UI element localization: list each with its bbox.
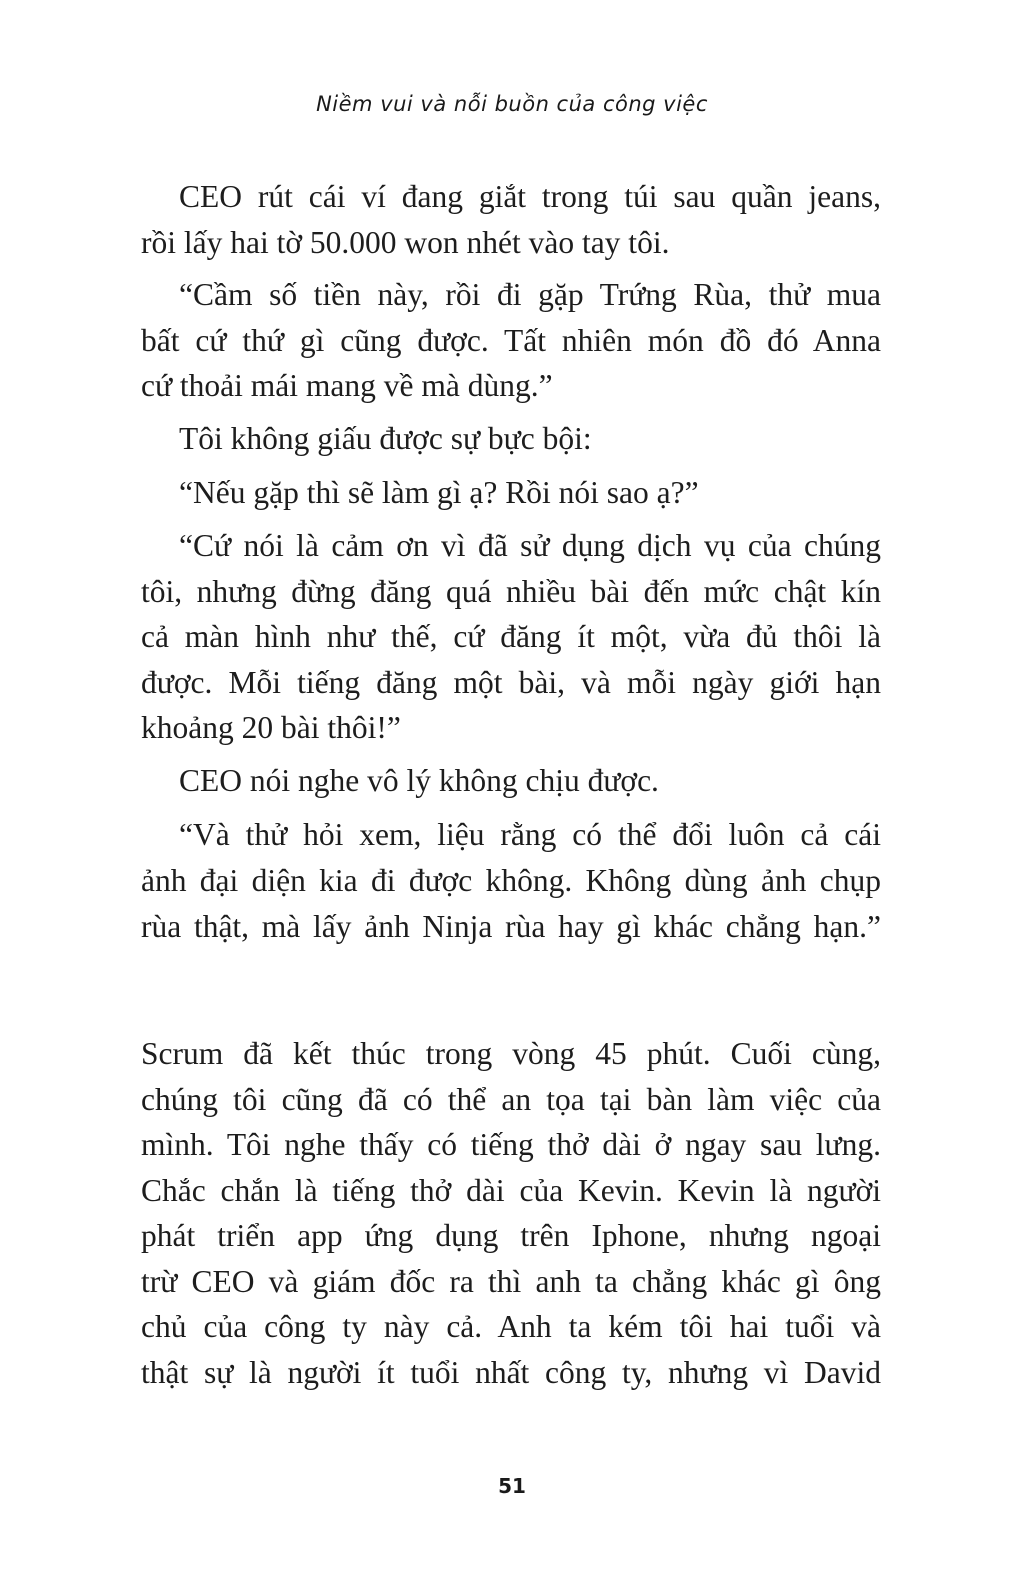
paragraph-line: khoảng 20 bài thôi!”: [141, 710, 401, 745]
paragraph-line: “Và thử hỏi xem, liệu rằng có thể đổi luôn cả cái: [179, 817, 881, 852]
paragraph-line: chủ của công ty này cả. Anh ta kém tôi hai tuổi và: [141, 1309, 881, 1344]
paragraph-line: “Nếu gặp thì sẽ làm gì ạ? Rồi nói sao ạ?”: [179, 475, 699, 510]
paragraph-line: rùa thật, mà lấy ảnh Ninja rùa hay gì khác chẳng hạn.”: [141, 909, 881, 944]
paragraph-line: Chắc chắn là tiếng thở dài của Kevin. Kevin là người: [141, 1173, 881, 1208]
paragraph-line: phát triển app ứng dụng trên Iphone, nhưng ngoại: [141, 1218, 881, 1253]
paragraph-line: được. Mỗi tiếng đăng một bài, và mỗi ngày giới hạn: [141, 665, 881, 700]
paragraph-line: mình. Tôi nghe thấy có tiếng thở dài ở ngay sau lưng.: [141, 1127, 881, 1162]
paragraph-line: tôi, nhưng đừng đăng quá nhiều bài đến mức chật kín: [141, 574, 881, 609]
page-number: 51: [498, 1474, 526, 1498]
paragraph-line: “Cứ nói là cảm ơn vì đã sử dụng dịch vụ của chúng: [179, 528, 881, 563]
paragraph-line: Tôi không giấu được sự bực bội:: [179, 421, 592, 456]
paragraph-line: bất cứ thứ gì cũng được. Tất nhiên món đồ đó Anna: [141, 323, 881, 358]
paragraph-line: rồi lấy hai tờ 50.000 won nhét vào tay tôi.: [141, 225, 670, 260]
paragraph-line: cả màn hình như thế, cứ đăng ít một, vừa đủ thôi là: [141, 619, 881, 654]
paragraph-line: ảnh đại diện kia đi được không. Không dùng ảnh chụp: [141, 863, 881, 898]
paragraph-line: CEO rút cái ví đang giắt trong túi sau quần jeans,: [179, 179, 881, 214]
running-header: Niềm vui và nỗi buồn của công việc: [316, 92, 708, 116]
paragraph-line: Scrum đã kết thúc trong vòng 45 phút. Cuối cùng,: [141, 1036, 881, 1071]
paragraph-line: cứ thoải mái mang về mà dùng.”: [141, 368, 553, 403]
paragraph-line: thật sự là người ít tuổi nhất công ty, nhưng vì David: [141, 1355, 881, 1390]
paragraph-line: “Cầm số tiền này, rồi đi gặp Trứng Rùa, thử mua: [179, 277, 881, 312]
paragraph-line: CEO nói nghe vô lý không chịu được.: [179, 763, 659, 798]
paragraph-line: trừ CEO và giám đốc ra thì anh ta chẳng khác gì ông: [141, 1264, 881, 1299]
paragraph-line: chúng tôi cũng đã có thể an tọa tại bàn làm việc của: [141, 1082, 881, 1117]
